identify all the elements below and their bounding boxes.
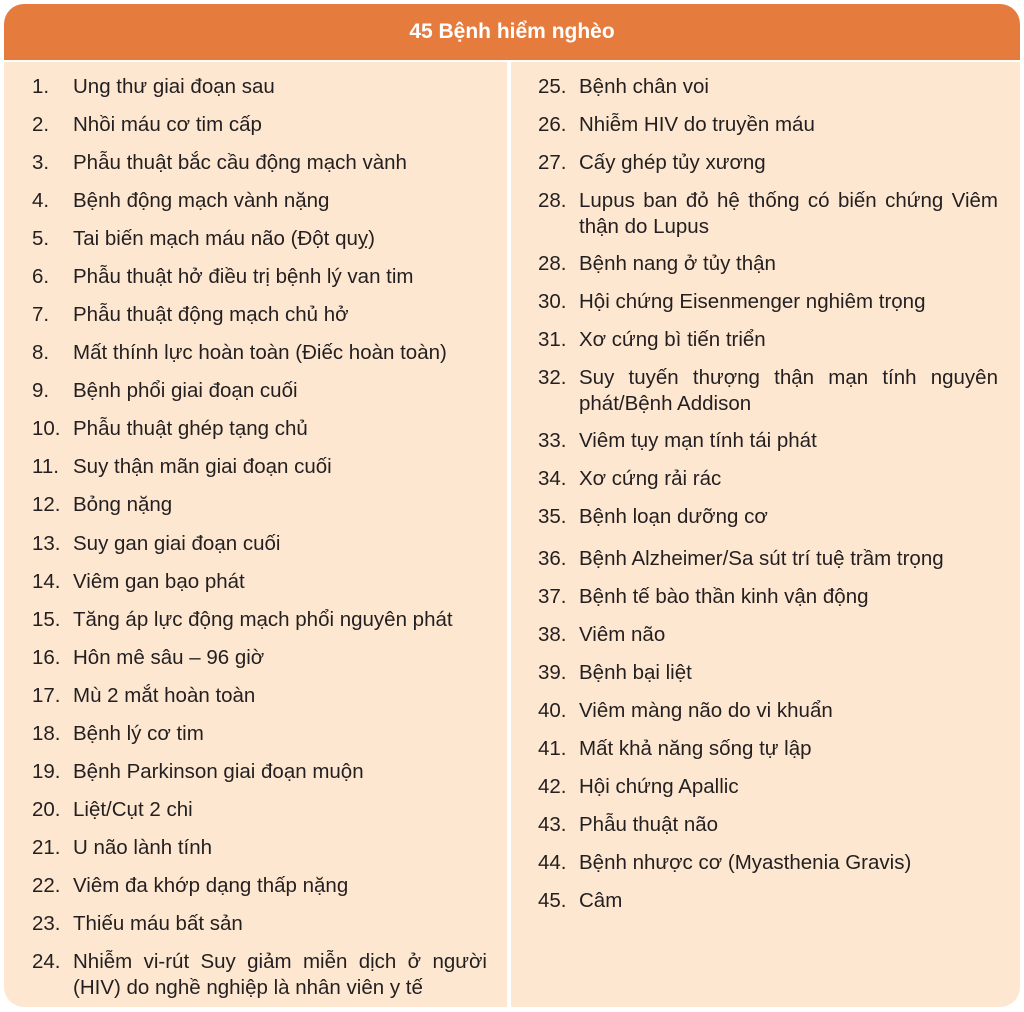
list-item: 34. Xơ cứng rải rác [538,467,722,490]
list-item: 45. Câm [538,889,623,912]
list-item: 21. U não lành tính [32,836,213,859]
list-item: 19. Bệnh Parkinson giai đoạn muộn [32,760,364,783]
list-item: 32. Suy tuyến thượng thận mạn tính nguyên phát/Bệnh Addison [538,366,998,415]
list-item: 2. Nhồi máu cơ tim cấp [32,113,262,136]
right-column [511,62,1020,1007]
list-item: 27. Cấy ghép tủy xương [538,151,766,174]
list-item: 12. Bỏng nặng [32,493,173,516]
list-item: 42. Hội chứng Apallic [538,775,739,798]
list-item: 20. Liệt/Cụt 2 chi [32,798,193,821]
list-item: 28. Bệnh nang ở tủy thận [538,252,776,275]
table-header [4,4,1020,60]
list-item: 3. Phẫu thuật bắc cầu động mạch vành [32,151,407,174]
list-item: 7. Phẫu thuật động mạch chủ hở [32,303,349,326]
list-item: 30. Hội chứng Eisenmenger nghiêm trọng [538,290,926,313]
list-item: 5. Tai biến mạch máu não (Đột quỵ) [32,227,375,250]
list-item: 39. Bệnh bại liệt [538,661,692,684]
list-item: 35. Bệnh loạn dưỡng cơ [538,505,768,528]
list-item: 33. Viêm tụy mạn tính tái phát [538,429,817,452]
list-item: 23. Thiếu máu bất sản [32,912,243,935]
list-item: 25. Bệnh chân voi [538,75,709,98]
list-item: 8. Mất thính lực hoàn toàn (Điếc hoàn toàn) [32,341,447,364]
left-column [4,62,507,1007]
list-item: 44. Bệnh nhược cơ (Myasthenia Gravis) [538,851,912,874]
list-item: 14. Viêm gan bạo phát [32,570,245,593]
list-item: 1. Ung thư giai đoạn sau [32,75,275,98]
list-item: 13. Suy gan giai đoạn cuối [32,532,281,555]
list-item: 24. Nhiễm vi-rút Suy giảm miễn dịch ở người (HIV) do nghề nghiệp là nhân viên y tế [32,950,487,999]
list-item: 38. Viêm não [538,623,666,646]
list-item: 9. Bệnh phổi giai đoạn cuối [32,379,298,402]
list-item: 17. Mù 2 mắt hoàn toàn [32,684,256,707]
list-item: 41. Mất khả năng sống tự lập [538,737,812,760]
list-item: 15. Tăng áp lực động mạch phổi nguyên phát [32,608,453,631]
list-item: 37. Bệnh tế bào thần kinh vận động [538,585,869,608]
table-title: 45 Bệnh hiểm nghèo [409,20,615,43]
list-item: 11. Suy thận mãn giai đoạn cuối [32,455,332,478]
list-item: 22. Viêm đa khớp dạng thấp nặng [32,874,349,897]
list-item: 6. Phẫu thuật hở điều trị bệnh lý van tim [32,265,414,288]
list-item: 40. Viêm màng não do vi khuẩn [538,699,833,722]
list-item: 43. Phẫu thuật não [538,813,719,836]
list-item: 10. Phẫu thuật ghép tạng chủ [32,417,308,440]
list-item: 26. Nhiễm HIV do truyền máu [538,113,815,136]
list-item: 28. Lupus ban đỏ hệ thống có biến chứng Viêm thận do Lupus [538,189,998,238]
list-item: 16. Hôn mê sâu – 96 giờ [32,646,265,669]
list-item: 18. Bệnh lý cơ tim [32,722,204,745]
list-item: 4. Bệnh động mạch vành nặng [32,189,330,212]
list-item: 36. Bệnh Alzheimer/Sa sút trí tuệ trầm trọng [538,547,944,570]
list-item: 31. Xơ cứng bì tiến triển [538,328,766,351]
